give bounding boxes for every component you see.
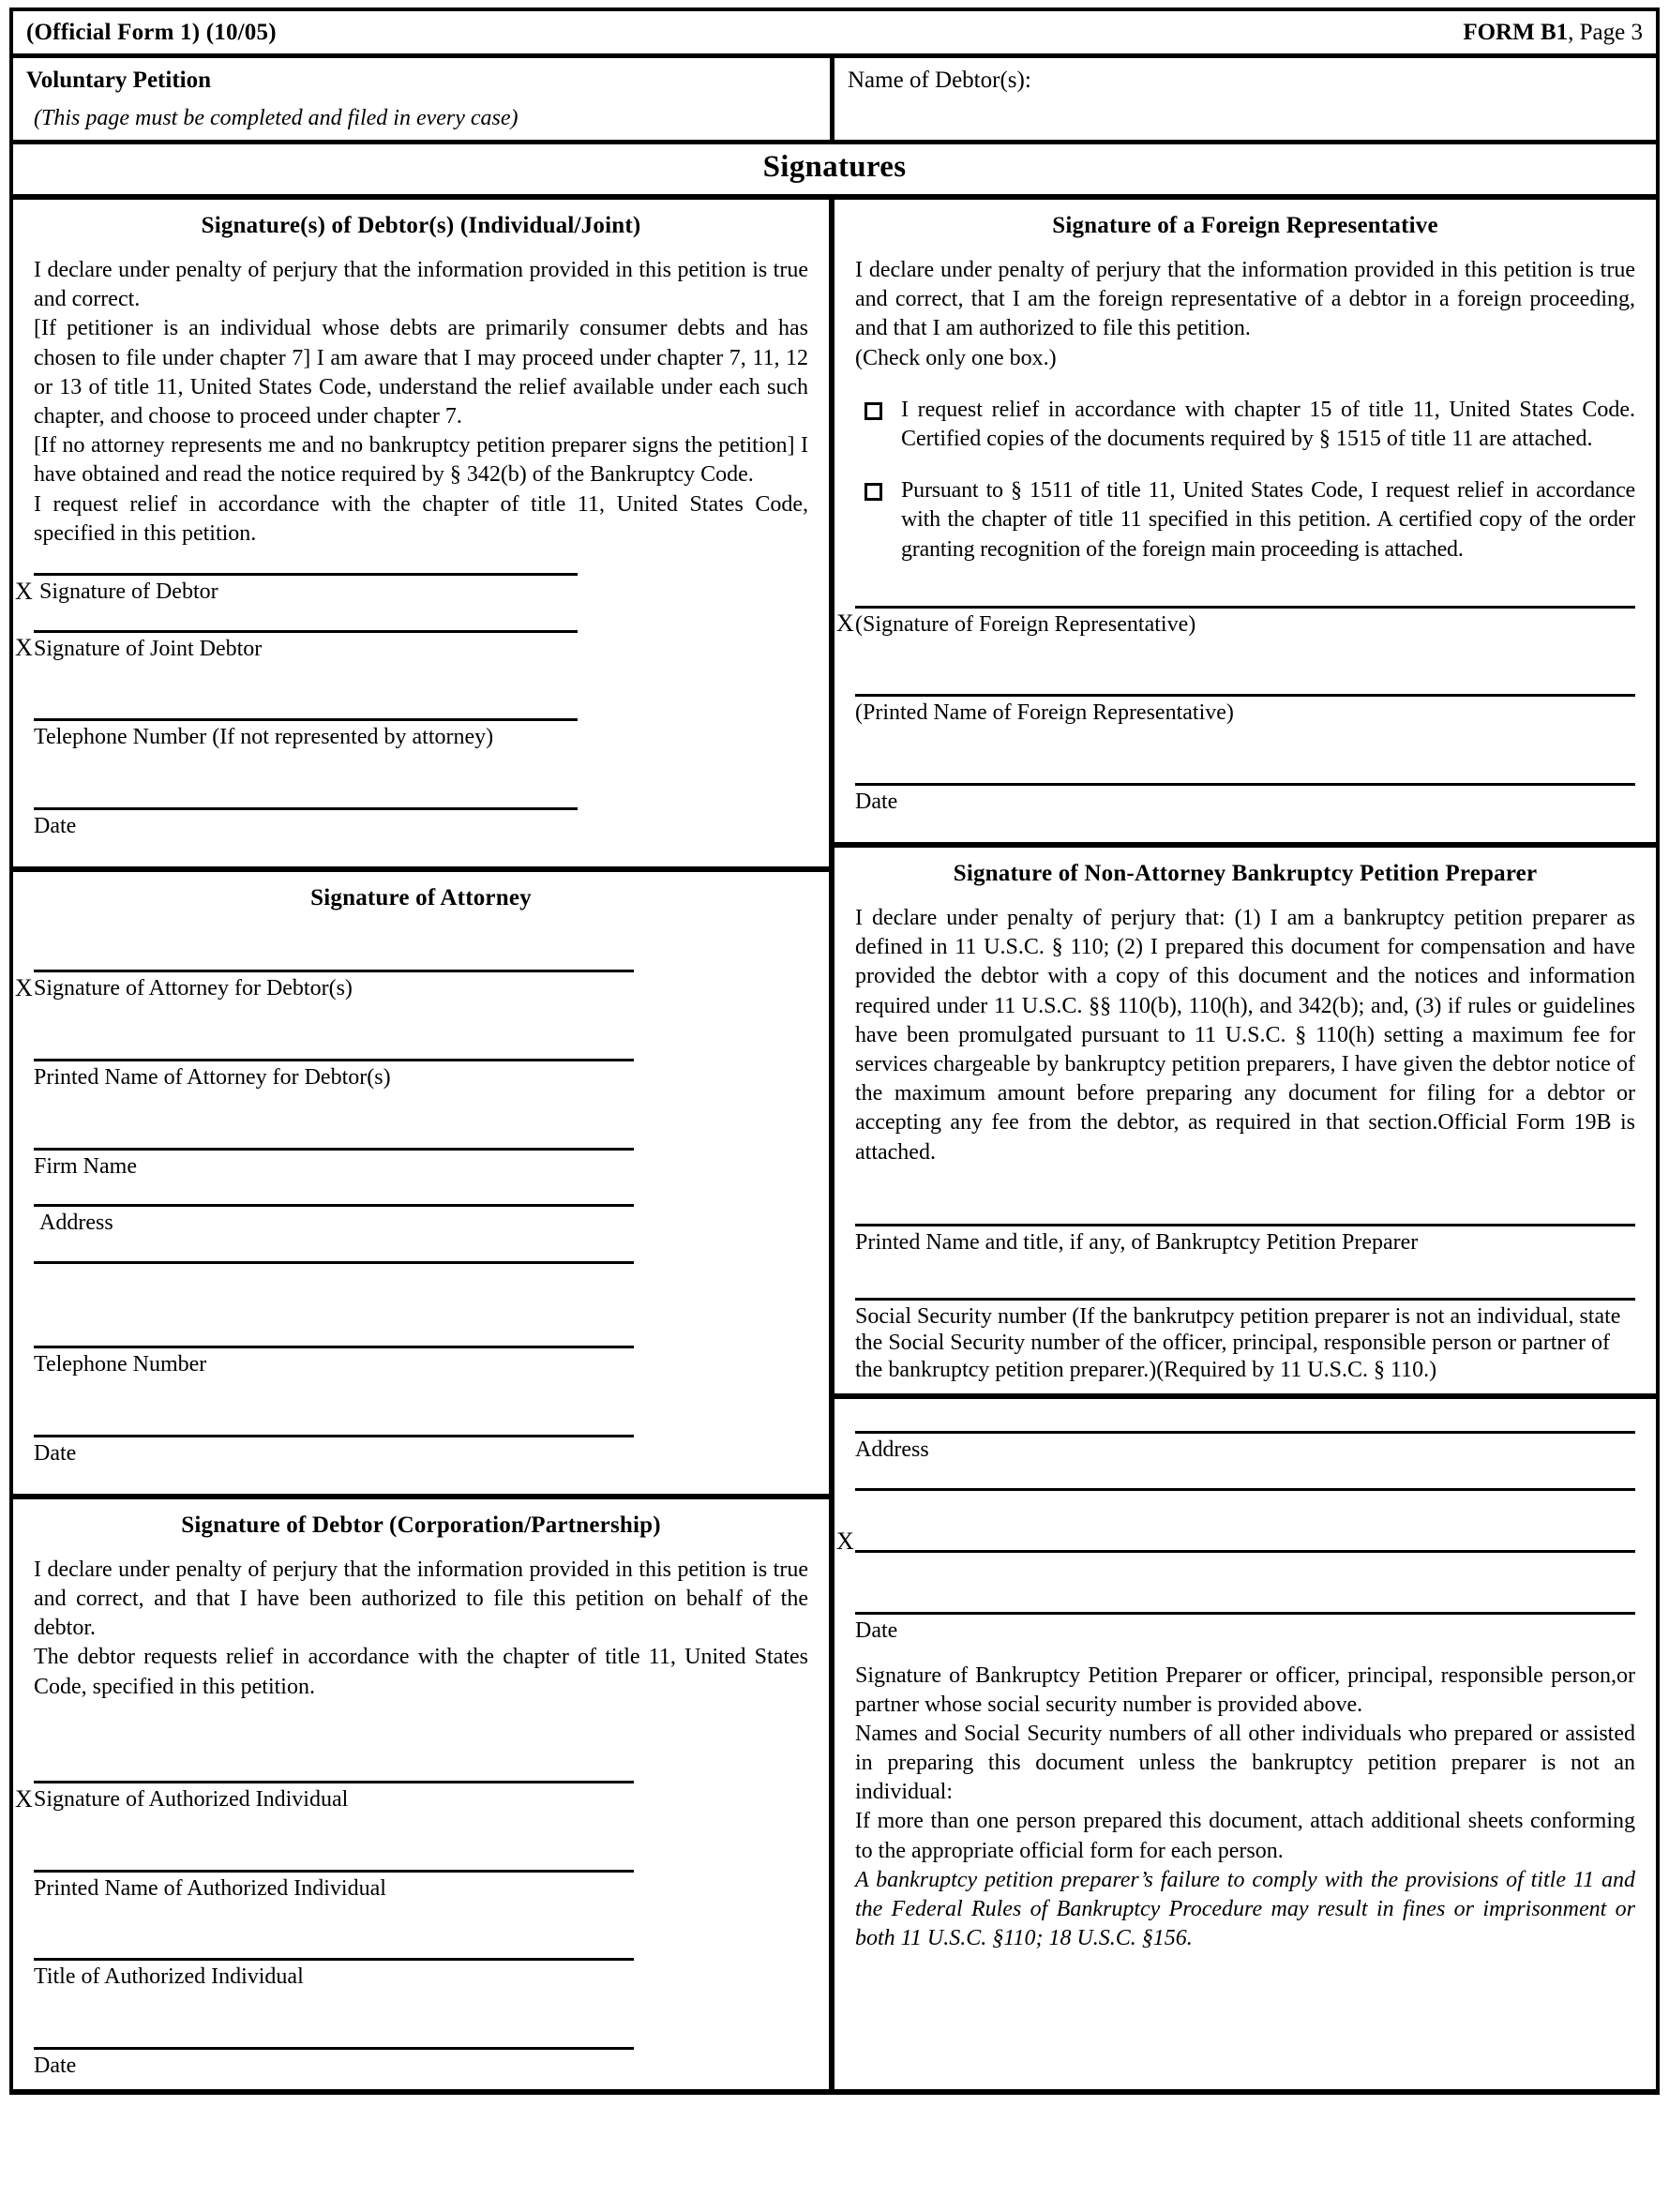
section-petition-preparer xyxy=(834,842,1656,1393)
form-header-strip xyxy=(9,8,1660,58)
corporation-paragraph-2: The debtor requests relief in accordance with the chapter of title 11, United States Code, specified in this petition. xyxy=(34,1645,808,1699)
debtor-telephone-caption: Telephone Number (If not represented by attorney) xyxy=(34,725,494,750)
spacer xyxy=(855,727,1635,759)
debtor-individual-paragraph-2: [If petitioner is an individual whose debts are primarily consumer debts and has chosen to file under chapter 7] I am aware that I may proceed under chapter 7, 11, 12 or 13 of title 11, United States Code, understand the relief available under each such chapter, and choose to proceed under chapter 7. xyxy=(34,316,808,429)
preparer-date-line[interactable] xyxy=(855,1612,1635,1645)
spacer xyxy=(855,1556,1635,1588)
debtor-date-line[interactable] xyxy=(34,807,808,840)
x-mark-icon: X xyxy=(836,1527,854,1555)
corporation-paragraph-1: I declare under penalty of perjury that the information provided in this petition is true and correct, and that I have been authorized to file this petition on behalf of the debtor. xyxy=(34,1557,808,1641)
foreign-rep-printed-name-line[interactable] xyxy=(855,694,1635,727)
attorney-date-caption: Date xyxy=(34,1441,77,1467)
foreign-rep-checkbox-row-2[interactable] xyxy=(855,476,1635,564)
preparer-printed-name-caption: Printed Name and title, if any, of Bankruptcy Petition Preparer xyxy=(855,1229,1419,1255)
attorney-telephone-caption: Telephone Number xyxy=(34,1352,207,1377)
section-corporation xyxy=(13,1494,829,2089)
spacer xyxy=(34,1378,808,1410)
corporation-title-caption: Title of Authorized Individual xyxy=(34,1964,304,1990)
spacer xyxy=(855,1256,1635,1273)
voluntary-petition-note: (This page must be completed and filed in every case) xyxy=(34,105,519,130)
section-petition-preparer-title: Signature of Non-Attorney Bankruptcy Petition Preparer xyxy=(953,861,1538,887)
foreign-rep-check-instruction: (Check only one box.) xyxy=(855,345,1057,370)
section-attorney xyxy=(13,866,829,1494)
preparer-ssn-line[interactable] xyxy=(855,1298,1635,1384)
preparer-signature-line[interactable] xyxy=(836,1527,1635,1556)
foreign-rep-printed-name-caption: (Printed Name of Foreign Representative) xyxy=(855,700,1234,726)
preparer-paragraph-1: I declare under penalty of perjury that: (1) I am a bankruptcy petition preparer as defined in 11 U.S.C. § 110; (2) I prepared this document for compensation and have provided the debtor with a copy of this document and the notices and information required under 11 U.S.C. §§ 110(b), 110(h), and 342(b); and, (3) if rules or guidelines have been promulgated pursuant to 11 U.S.C. § 110(h) setting a maximum fee for services chargeable by bankruptcy petition preparers, I have given the debtor notice of the maximum amount before preparing any document for filing for a debtor or accepting any fee from the debtor, as required in that section.Official Form 19B is attached. xyxy=(855,906,1635,1165)
spacer xyxy=(34,1467,808,1484)
debtor-individual-paragraph-3: [If no attorney represents me and no bankruptcy petition preparer signs the petition] I have obtained and read the notice required by § 342(b) of the Bankruptcy Code. xyxy=(34,433,808,488)
preparer-date-caption: Date xyxy=(855,1618,898,1643)
preparer-ssn-caption: Social Security number (If the bankrutpcy petition preparer is not an individual, state the Social Security number of the officer, principal, responsible person or partner of the bankruptcy petition preparer.)(Required by 11 U.S.C. § 110.) xyxy=(855,1303,1621,1383)
x-mark-icon: X xyxy=(15,577,33,605)
section-debtor-individual-title: Signature(s) of Debtor(s) (Individual/Joint) xyxy=(201,213,641,238)
form-id-page-label xyxy=(1463,20,1643,46)
spacer xyxy=(34,1702,808,1756)
corporation-printed-name-line[interactable] xyxy=(34,1870,808,1903)
attorney-telephone-line[interactable] xyxy=(34,1346,808,1378)
foreign-rep-signature-caption: (Signature of Foreign Representative) xyxy=(855,611,1196,637)
spacer xyxy=(34,1902,808,1934)
foreign-rep-checkbox-2-label: Pursuant to § 1511 of title 11, United States Code, I request relief in accordance with the chapter of title 11 specified in this petition. A certified copy of the order granting recognition of the foreign main proceeding is attached. xyxy=(901,478,1635,562)
spacer xyxy=(34,1002,808,1034)
debtor-name-cell[interactable] xyxy=(834,58,1656,140)
spacer xyxy=(34,751,808,783)
corporation-date-line[interactable] xyxy=(34,2047,808,2080)
section-foreign-representative-title: Signature of a Foreign Representative xyxy=(1052,213,1438,238)
spacer xyxy=(855,1645,1635,1662)
attorney-date-line[interactable] xyxy=(34,1435,808,1467)
debtor-telephone-line[interactable] xyxy=(34,718,808,751)
debtor-individual-paragraph-4: I request relief in accordance with the chapter of title 11, United States Code, specified in this petition. xyxy=(34,491,808,546)
voluntary-petition-label: Voluntary Petition xyxy=(26,68,211,93)
x-mark-icon: X xyxy=(15,634,33,662)
preparer-paragraph-2: Signature of Bankruptcy Petition Preparer or officer, principal, responsible person,or partner whose social security number is provided above. xyxy=(855,1663,1635,1717)
left-column xyxy=(13,200,834,2089)
section-petition-preparer-continued xyxy=(834,1393,1656,1963)
signatures-banner: Signatures xyxy=(9,144,1660,200)
attorney-firm-name-line[interactable] xyxy=(34,1148,808,1181)
spacer xyxy=(34,1813,808,1845)
section-debtor-individual xyxy=(13,200,829,866)
preparer-paragraph-3: Names and Social Security numbers of all other individuals who prepared or assisted in preparing this document unless the bankruptcy petition preparer is not an individual: xyxy=(855,1721,1635,1805)
checkbox-icon[interactable] xyxy=(865,483,882,501)
page-number-label: , Page 3 xyxy=(1568,19,1643,45)
spacer xyxy=(34,1091,808,1123)
foreign-rep-date-line[interactable] xyxy=(855,783,1635,816)
preparer-signature-caption xyxy=(855,1553,1635,1556)
corporation-printed-name-caption: Printed Name of Authorized Individual xyxy=(34,1875,386,1901)
preparer-address-caption: Address xyxy=(855,1437,929,1462)
x-mark-icon: X xyxy=(836,609,854,638)
debtor-date-caption: Date xyxy=(34,814,77,839)
x-mark-icon: X xyxy=(15,1784,33,1813)
joint-debtor-signature-line[interactable] xyxy=(15,630,808,663)
preparer-printed-name-line[interactable] xyxy=(855,1224,1635,1256)
foreign-rep-paragraph-1: I declare under penalty of perjury that the information provided in this petition is true and correct, that I am the foreign representative of a debtor in a foreign proceeding, and that I am authorized to file this petition. xyxy=(855,258,1635,341)
foreign-rep-date-caption: Date xyxy=(855,790,898,815)
spacer xyxy=(34,928,808,945)
debtor-signature-caption: Signature of Debtor xyxy=(39,579,218,604)
debtor-individual-paragraph-1: I declare under penalty of perjury that the information provided in this petition is true and correct. xyxy=(34,258,808,312)
section-attorney-title: Signature of Attorney xyxy=(310,885,532,911)
spacer xyxy=(855,564,1635,581)
spacer xyxy=(34,662,808,694)
spacer xyxy=(855,1494,1635,1526)
form-id: FORM B1 xyxy=(1463,19,1569,45)
joint-debtor-signature-caption: Signature of Joint Debtor xyxy=(34,636,263,661)
spacer xyxy=(34,1991,808,2023)
voluntary-petition-cell xyxy=(13,58,834,140)
attorney-address-caption: Address xyxy=(39,1211,113,1236)
spacer xyxy=(34,840,808,857)
section-foreign-representative xyxy=(834,200,1656,842)
attorney-firm-name-caption: Firm Name xyxy=(34,1153,137,1179)
attorney-printed-name-caption: Printed Name of Attorney for Debtor(s) xyxy=(34,1064,391,1090)
preparer-address-line[interactable] xyxy=(855,1431,1635,1464)
preparer-paragraph-4: If more than one person prepared this document, attach additional sheets conforming to the appropriate official form for each person. xyxy=(855,1809,1635,1863)
corporation-signature-caption: Signature of Authorized Individual xyxy=(34,1786,349,1812)
preparer-warning-note: A bankruptcy petition preparer’s failure to comply with the provisions of title 11 and the Federal Rules of Bankruptcy Procedure may result in fines or imprisonment or both 11 U.S.C. §110; 18 U.S.C. §156. xyxy=(855,1867,1635,1951)
spacer xyxy=(855,1167,1635,1199)
attorney-signature-caption: Signature of Attorney for Debtor(s) xyxy=(34,976,353,1001)
spacer xyxy=(855,638,1635,670)
x-mark-icon: X xyxy=(15,973,33,1001)
section-corporation-title: Signature of Debtor (Corporation/Partnership) xyxy=(181,1512,661,1538)
corporation-title-line[interactable] xyxy=(34,1958,808,1991)
corporation-signature-line[interactable] xyxy=(15,1781,808,1813)
attorney-address-line-2[interactable] xyxy=(34,1261,808,1267)
spacer xyxy=(855,816,1635,833)
official-form-label: (Official Form 1) (10/05) xyxy=(26,19,277,45)
corporation-date-caption: Date xyxy=(34,2054,77,2079)
title-row xyxy=(9,58,1660,144)
signatures-body xyxy=(9,200,1660,2095)
checkbox-icon[interactable] xyxy=(865,402,882,420)
preparer-address-caption-2 xyxy=(855,1491,1635,1494)
foreign-rep-checkbox-1-label: I request relief in accordance with chapter 15 of title 11, United States Code. Certified copies of the documents required by § 1515 of title 11 are attached. xyxy=(901,397,1635,451)
foreign-rep-checkbox-row-1[interactable] xyxy=(855,396,1635,454)
attorney-address-caption-2 xyxy=(34,1264,808,1267)
foreign-rep-signature-line[interactable] xyxy=(836,606,1635,639)
attorney-signature-line[interactable] xyxy=(15,970,808,1002)
spacer xyxy=(34,1267,808,1321)
right-column xyxy=(834,200,1656,2089)
attorney-address-line[interactable] xyxy=(34,1204,808,1237)
debtor-name-label: Name of Debtor(s): xyxy=(848,68,1031,93)
debtor-signature-line[interactable] xyxy=(15,573,808,606)
attorney-printed-name-line[interactable] xyxy=(34,1059,808,1091)
preparer-address-line-2[interactable] xyxy=(855,1488,1635,1494)
